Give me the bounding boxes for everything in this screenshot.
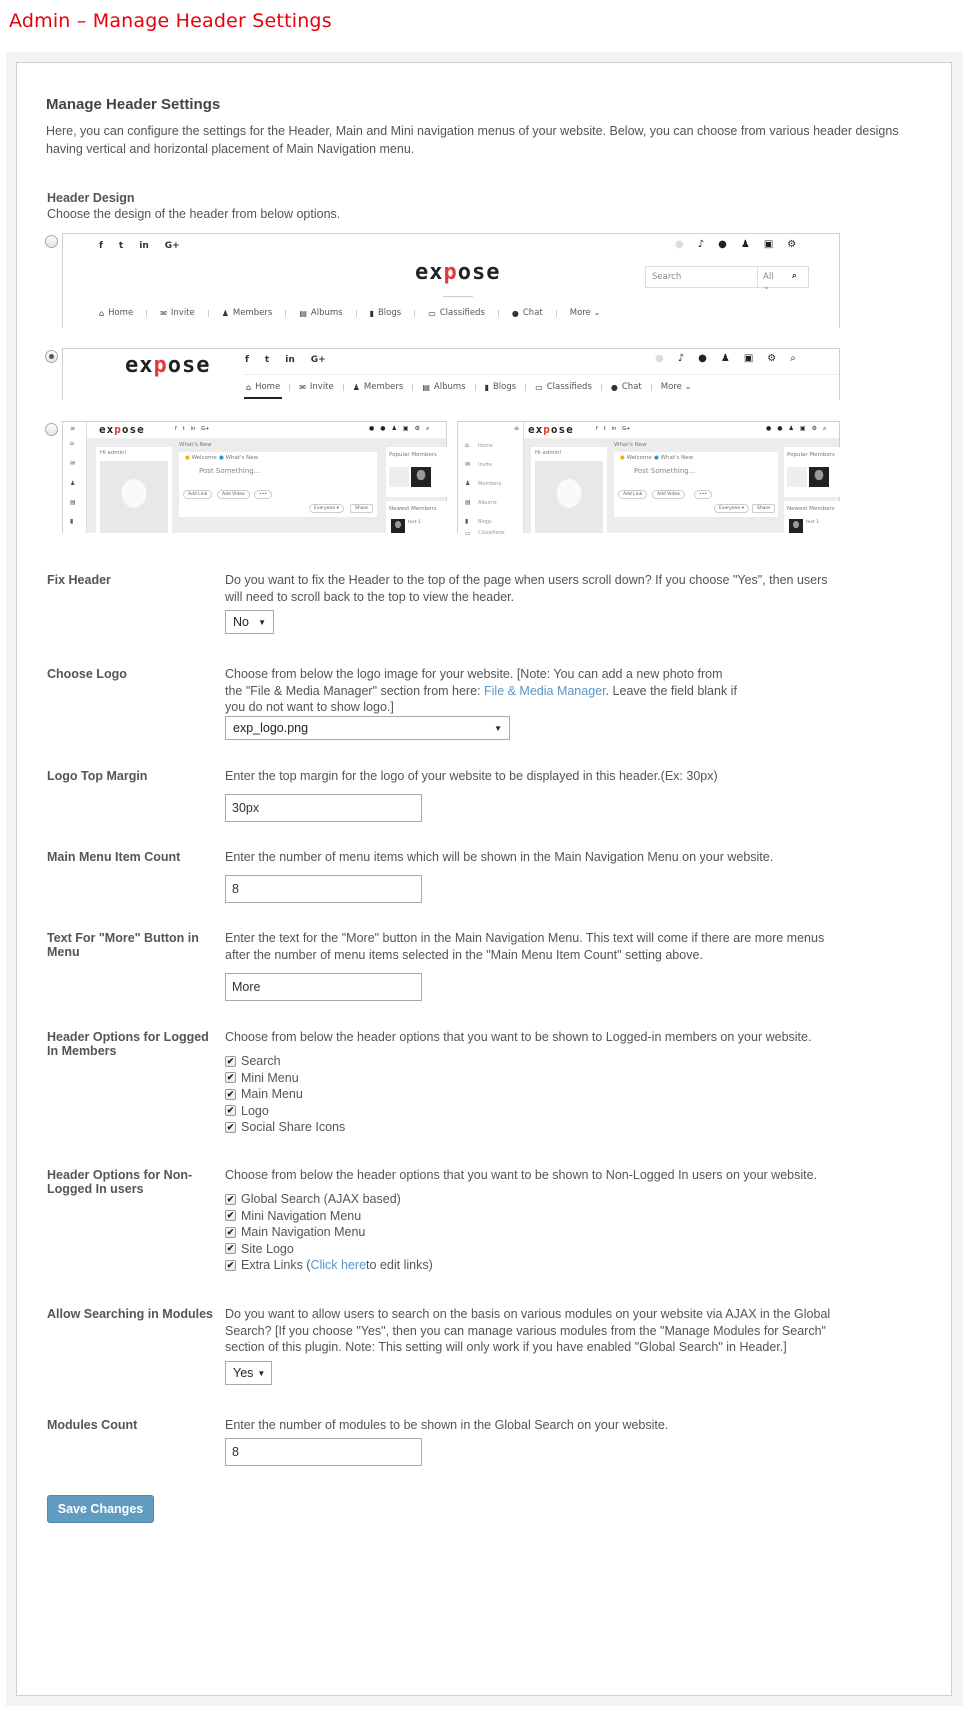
home-icon: ⌂ [465, 442, 469, 449]
header-design-preview-2[interactable] [62, 348, 840, 400]
edit-links-link[interactable]: Click here [310, 1258, 367, 1273]
checkbox-checked-icon[interactable]: ✔ [226, 1259, 235, 1270]
linkedin-icon: in [139, 241, 149, 251]
settings-container [6, 52, 963, 1706]
avatar-icon: ● [655, 353, 664, 364]
option-main-navigation-menu[interactable]: ✔ Main Navigation Menu [226, 1225, 366, 1240]
non-logged-options-label: Header Options for Non-Logged In users [47, 1168, 193, 1196]
whats-new-title: What's New [179, 442, 212, 448]
film-icon: ▤ [422, 382, 430, 392]
facebook-icon: f [596, 426, 598, 432]
preview-body [87, 439, 446, 533]
facebook-icon: f [175, 426, 177, 432]
member-avatar [391, 519, 405, 533]
option-extra-links[interactable]: ✔ Extra Links ( Click here to edit links) [226, 1258, 433, 1273]
privacy-pill: Everyone ▾ [714, 504, 749, 513]
gear-icon: ⚙ [414, 425, 420, 432]
nav-more: More ⌄ [569, 308, 601, 318]
logo-select-value: exp_logo.png [233, 721, 309, 735]
search-icon: ⌕ [790, 353, 796, 364]
sidebar-label: Albums [478, 500, 497, 506]
popular-members-card [386, 447, 458, 497]
bell-icon: ● [766, 425, 772, 432]
twitter-icon: t [264, 355, 270, 365]
profile-avatar [535, 461, 603, 533]
mini-menu-icons [766, 425, 826, 433]
settings-panel [16, 62, 952, 1696]
nav-albums: ▤ Albums [299, 308, 343, 318]
facebook-icon: f [245, 355, 249, 365]
sidebar-label: Members [478, 481, 502, 487]
nav-members: ♟ Members [352, 382, 404, 392]
choose-logo-description: Choose from below the logo image for your website. [Note: You can add a new photo from the "File & Media Manager" section from here: File & Media Manager. Leave the field blank if you do not want to show logo.] [225, 667, 737, 714]
checkbox-checked-icon[interactable]: ✔ [226, 1072, 235, 1083]
modules-count-description: Enter the number of modules to be shown in the Global Search on your website. [225, 1418, 669, 1432]
checkbox-checked-icon[interactable]: ✔ [226, 1193, 235, 1204]
main-nav-preview [246, 382, 692, 392]
logo-top-margin-input[interactable] [225, 794, 422, 822]
checkbox-checked-icon[interactable]: ✔ [226, 1088, 235, 1099]
expose-logo: expose [415, 260, 501, 285]
home-icon: ⌂ [246, 382, 252, 392]
social-icons [596, 426, 630, 432]
checkbox-checked-icon[interactable]: ✔ [226, 1210, 235, 1221]
fix-header-label: Fix Header [47, 573, 111, 587]
header-design-radio-2[interactable] [45, 350, 58, 363]
expanded-sidebar [458, 422, 524, 537]
non-logged-options-description: Choose from below the header options that you want to be shown to Non-Logged In users on your website. [225, 1168, 818, 1182]
option-social-share-icons[interactable]: ✔ Social Share Icons [226, 1120, 346, 1135]
choose-logo-label: Choose Logo [47, 667, 127, 681]
social-icons [99, 241, 180, 251]
active-underline [244, 397, 282, 399]
mini-menu-icons [675, 239, 796, 250]
form-title: Manage Header Settings [46, 96, 221, 113]
preview-body [524, 439, 839, 533]
keyboard-icon: ▭ [428, 308, 436, 318]
user-icon: ♟ [465, 480, 471, 487]
whats-new-title: What's New [614, 442, 647, 448]
envelope-icon: ✉ [299, 382, 306, 392]
chevron-down-icon: ▼ [258, 617, 266, 627]
nav-invite: ✉ Invite [299, 382, 334, 392]
linkedin-icon: in [190, 426, 196, 432]
lock-icon: ▣ [743, 353, 754, 364]
header-design-radio-3[interactable] [45, 423, 58, 436]
lock-icon: ▣ [402, 425, 409, 432]
header-design-preview-3a[interactable] [62, 421, 447, 533]
add-video-pill: Add Video [652, 490, 685, 499]
allow-search-modules-label: Allow Searching in Modules [47, 1307, 213, 1321]
chat-icon: ● [610, 382, 618, 392]
comments-icon: ● [698, 353, 707, 364]
newest-members-card [386, 501, 458, 541]
post-placeholder: Post Something... [199, 467, 261, 475]
logo-top-margin-label: Logo Top Margin [47, 769, 148, 783]
privacy-pill: Everyone ▾ [309, 504, 344, 513]
sidebar-label: Home [478, 443, 493, 449]
allow-search-modules-value: Yes [233, 1366, 254, 1380]
nav-chat: ● Chat [610, 382, 642, 392]
user-icon: ♟ [352, 382, 360, 392]
googleplus-icon: G+ [201, 426, 210, 432]
nav-invite: ✉ Invite [160, 308, 195, 318]
post-placeholder: Post Something... [634, 467, 696, 475]
user-icon: ♟ [70, 480, 76, 487]
logged-in-options-description: Choose from below the header options that you want to be shown to Logged-in members on your website. [225, 1030, 812, 1044]
checkbox-checked-icon[interactable]: ✔ [226, 1105, 235, 1116]
comments-icon: ● [777, 425, 783, 432]
option-mini-navigation-menu[interactable]: ✔ Mini Navigation Menu [226, 1208, 362, 1223]
home-icon: ⌂ [99, 308, 105, 318]
more-pill: ••• [694, 490, 712, 499]
main-menu-count-description: Enter the number of menu items which will be shown in the Main Navigation Menu on your website. [225, 850, 774, 864]
lock-icon: ▣ [763, 239, 774, 250]
hamburger-icon: ≡ [514, 425, 520, 432]
nav-chat: ● Chat [511, 308, 543, 318]
logo-top-margin-description: Enter the top margin for the logo of your website to be displayed in this header.(Ex: 30px) [225, 769, 718, 783]
save-changes-button[interactable]: Save Changes [47, 1495, 154, 1523]
logged-in-options-list [225, 1053, 345, 1136]
newest-members-title: Newest Members [787, 506, 835, 512]
more-text-input[interactable] [225, 973, 422, 1001]
keyboard-icon: ▭ [535, 382, 543, 392]
member-avatar [389, 467, 409, 487]
fix-header-description: Do you want to fix the Header to the top of the page when users scroll down? If you choose "Yes", then users will need to scroll back to the top to view the header. [225, 573, 828, 604]
newest-members-card [784, 501, 840, 541]
film-icon: ▤ [70, 499, 76, 506]
keyboard-icon: ▭ [465, 530, 471, 537]
header-design-preview-1[interactable] [62, 233, 840, 328]
expose-logo: expose [125, 353, 211, 378]
facebook-icon: f [99, 241, 103, 251]
hamburger-icon: ≡ [70, 425, 76, 432]
newest-member-name: test 1 [408, 520, 421, 525]
share-pill: Share [752, 504, 775, 513]
home-icon: ⌂ [70, 440, 74, 447]
main-nav-preview [99, 308, 601, 318]
checkbox-checked-icon[interactable]: ✔ [226, 1243, 235, 1254]
newest-members-title: Newest Members [389, 506, 437, 512]
mini-menu-icons [369, 425, 429, 433]
comments-icon: ● [380, 425, 386, 432]
logo-select[interactable] [225, 716, 510, 740]
header-design-description: Choose the design of the header from below options. [47, 207, 341, 221]
profile-avatar [100, 461, 168, 533]
user-plus-icon: ♟ [720, 353, 730, 364]
file-icon: ▮ [70, 518, 74, 525]
nav-members: ♟ Members [221, 308, 273, 318]
member-avatar [787, 467, 807, 487]
googleplus-icon: G+ [622, 426, 631, 432]
gear-icon: ⚙ [767, 353, 777, 364]
envelope-icon: ✉ [160, 308, 167, 318]
search-icon: ⌕ [822, 425, 827, 432]
gear-icon: ⚙ [787, 239, 797, 250]
user-icon: ♟ [221, 308, 229, 318]
tab-welcome: ● Welcome [620, 455, 652, 461]
nav-albums: ▤ Albums [422, 382, 466, 392]
popular-members-title: Popular Members [787, 452, 835, 458]
form-intro: Here, you can configure the settings for the Header, Main and Mini navigation menus of your website. Below, you can choose from various header designs having vertical and horizontal placement of Main Navigation menu. [46, 124, 899, 156]
nav-blogs: ▮ Blogs [484, 382, 517, 392]
status-composer [179, 452, 377, 517]
avatar-icon: ● [675, 239, 684, 250]
file-icon: ▮ [484, 382, 489, 392]
search-placeholder: Search [646, 267, 758, 287]
member-avatar [789, 519, 803, 533]
option-global-search[interactable]: ✔ Global Search (AJAX based) [226, 1192, 401, 1207]
googleplus-icon: G+ [164, 241, 180, 251]
googleplus-icon: G+ [310, 355, 326, 365]
chevron-down-icon: ▼ [494, 723, 502, 733]
bell-icon: ♪ [697, 239, 705, 250]
divider [243, 374, 839, 375]
file-media-manager-link[interactable]: File & Media Manager [484, 683, 606, 698]
search-box [645, 266, 809, 292]
logged-in-options-label: Header Options for Logged In Members [47, 1030, 209, 1058]
checkbox-checked-icon[interactable]: ✔ [226, 1055, 235, 1066]
share-pill: Share [350, 504, 373, 513]
user-plus-icon: ♟ [788, 425, 794, 432]
main-menu-count-input[interactable] [225, 875, 422, 903]
bell-icon: ● [369, 425, 375, 432]
nav-classifieds: ▭ Classifieds [535, 382, 592, 392]
nav-more: More ⌄ [660, 382, 692, 392]
status-composer [614, 452, 778, 517]
tab-whats-new: ● What's New [219, 455, 259, 461]
more-text-label: Text For "More" Button in Menu [47, 931, 199, 959]
profile-card [531, 447, 607, 537]
modules-count-input[interactable] [225, 1438, 422, 1466]
tab-welcome: ● Welcome [185, 455, 217, 461]
file-icon: ▮ [465, 518, 469, 525]
social-icons [175, 426, 209, 432]
nav-classifieds: ▭ Classifieds [428, 308, 485, 318]
more-text-description: Enter the text for the "More" button in the Main Navigation Menu. This text will come if there are more menus after the number of menu items selected in the "Main Menu Item Count" setting above. [225, 931, 825, 962]
fix-header-select[interactable] [225, 610, 274, 634]
allow-search-modules-description: Do you want to allow users to search on the basis on various modules on your website via AJAX in the Global Search? [If you choose "Yes", then you can manage various modules from the "Manage Modules for Search" section of this plugin. Note: This setting will only work if you have enabled "Global Search" in Header.] [225, 1307, 831, 1354]
preview-topbar [524, 422, 839, 439]
header-design-label: Header Design [47, 191, 135, 205]
collapsed-sidebar [63, 422, 87, 533]
page-heading: Admin – Manage Header Settings [9, 10, 332, 32]
option-main-menu[interactable]: ✔ Main Menu [226, 1087, 303, 1102]
user-plus-icon: ♟ [740, 239, 750, 250]
nav-home: ⌂ Home [99, 308, 134, 318]
tab-whats-new: ● What's New [654, 455, 694, 461]
mini-menu-icons [655, 353, 796, 364]
film-icon: ▤ [465, 499, 471, 506]
popular-members-title: Popular Members [389, 452, 437, 458]
preview-topbar [87, 422, 446, 439]
user-plus-icon: ♟ [391, 425, 397, 432]
expose-logo: expose [528, 423, 574, 436]
twitter-icon: t [603, 426, 606, 432]
newest-member-name: test 1 [806, 520, 819, 525]
option-site-logo[interactable]: ✔ Site Logo [226, 1241, 294, 1256]
profile-card [96, 447, 172, 537]
search-scope: All ⌄ [763, 272, 774, 292]
option-search[interactable]: ✔ Search [226, 1054, 281, 1069]
envelope-icon: ✉ [70, 460, 76, 467]
linkedin-icon: in [285, 355, 295, 365]
add-video-pill: Add Video [217, 490, 250, 499]
bell-icon: ♪ [677, 353, 685, 364]
social-icons [245, 355, 326, 365]
more-pill: ••• [254, 490, 272, 499]
linkedin-icon: in [611, 426, 617, 432]
sidebar-label: Classifieds [478, 530, 505, 536]
option-mini-menu[interactable]: ✔ Mini Menu [226, 1070, 299, 1085]
nav-blogs: ▮ Blogs [369, 308, 402, 318]
add-link-pill: Add Link [618, 490, 647, 499]
twitter-icon: t [182, 426, 185, 432]
envelope-icon: ✉ [465, 461, 471, 468]
header-design-radio-1[interactable] [45, 235, 58, 248]
twitter-icon: t [118, 241, 124, 251]
header-design-preview-3b[interactable] [457, 421, 840, 537]
gear-icon: ⚙ [811, 425, 817, 432]
comments-icon: ● [718, 239, 727, 250]
expose-logo: expose [99, 423, 145, 436]
logo-divider [443, 296, 473, 297]
add-link-pill: Add Link [183, 490, 212, 499]
modules-count-label: Modules Count [47, 1418, 138, 1432]
search-icon: ⌕ [425, 425, 430, 432]
search-icon: ⌕ [792, 271, 797, 281]
file-icon: ▮ [369, 308, 374, 318]
option-logo[interactable]: ✔ Logo [226, 1103, 269, 1118]
film-icon: ▤ [299, 308, 307, 318]
greeting: Hi admin! [100, 450, 127, 456]
checkbox-checked-icon[interactable]: ✔ [226, 1226, 235, 1237]
chevron-down-icon: ▼ [257, 1368, 266, 1378]
main-menu-count-label: Main Menu Item Count [47, 850, 181, 864]
greeting: Hi admin! [535, 450, 562, 456]
sidebar-label: Invite [478, 462, 493, 468]
chat-icon: ● [511, 308, 519, 318]
nav-home: ⌂ Home [246, 382, 280, 392]
sidebar-label: Blogs [478, 519, 492, 525]
non-logged-options-list [225, 1191, 433, 1274]
allow-search-modules-select[interactable] [225, 1361, 272, 1385]
lock-icon: ▣ [799, 425, 806, 432]
member-avatar [809, 467, 829, 487]
checkbox-checked-icon[interactable]: ✔ [226, 1121, 235, 1132]
member-avatar [411, 467, 431, 487]
popular-members-card [784, 447, 840, 497]
fix-header-value: No [233, 615, 249, 629]
